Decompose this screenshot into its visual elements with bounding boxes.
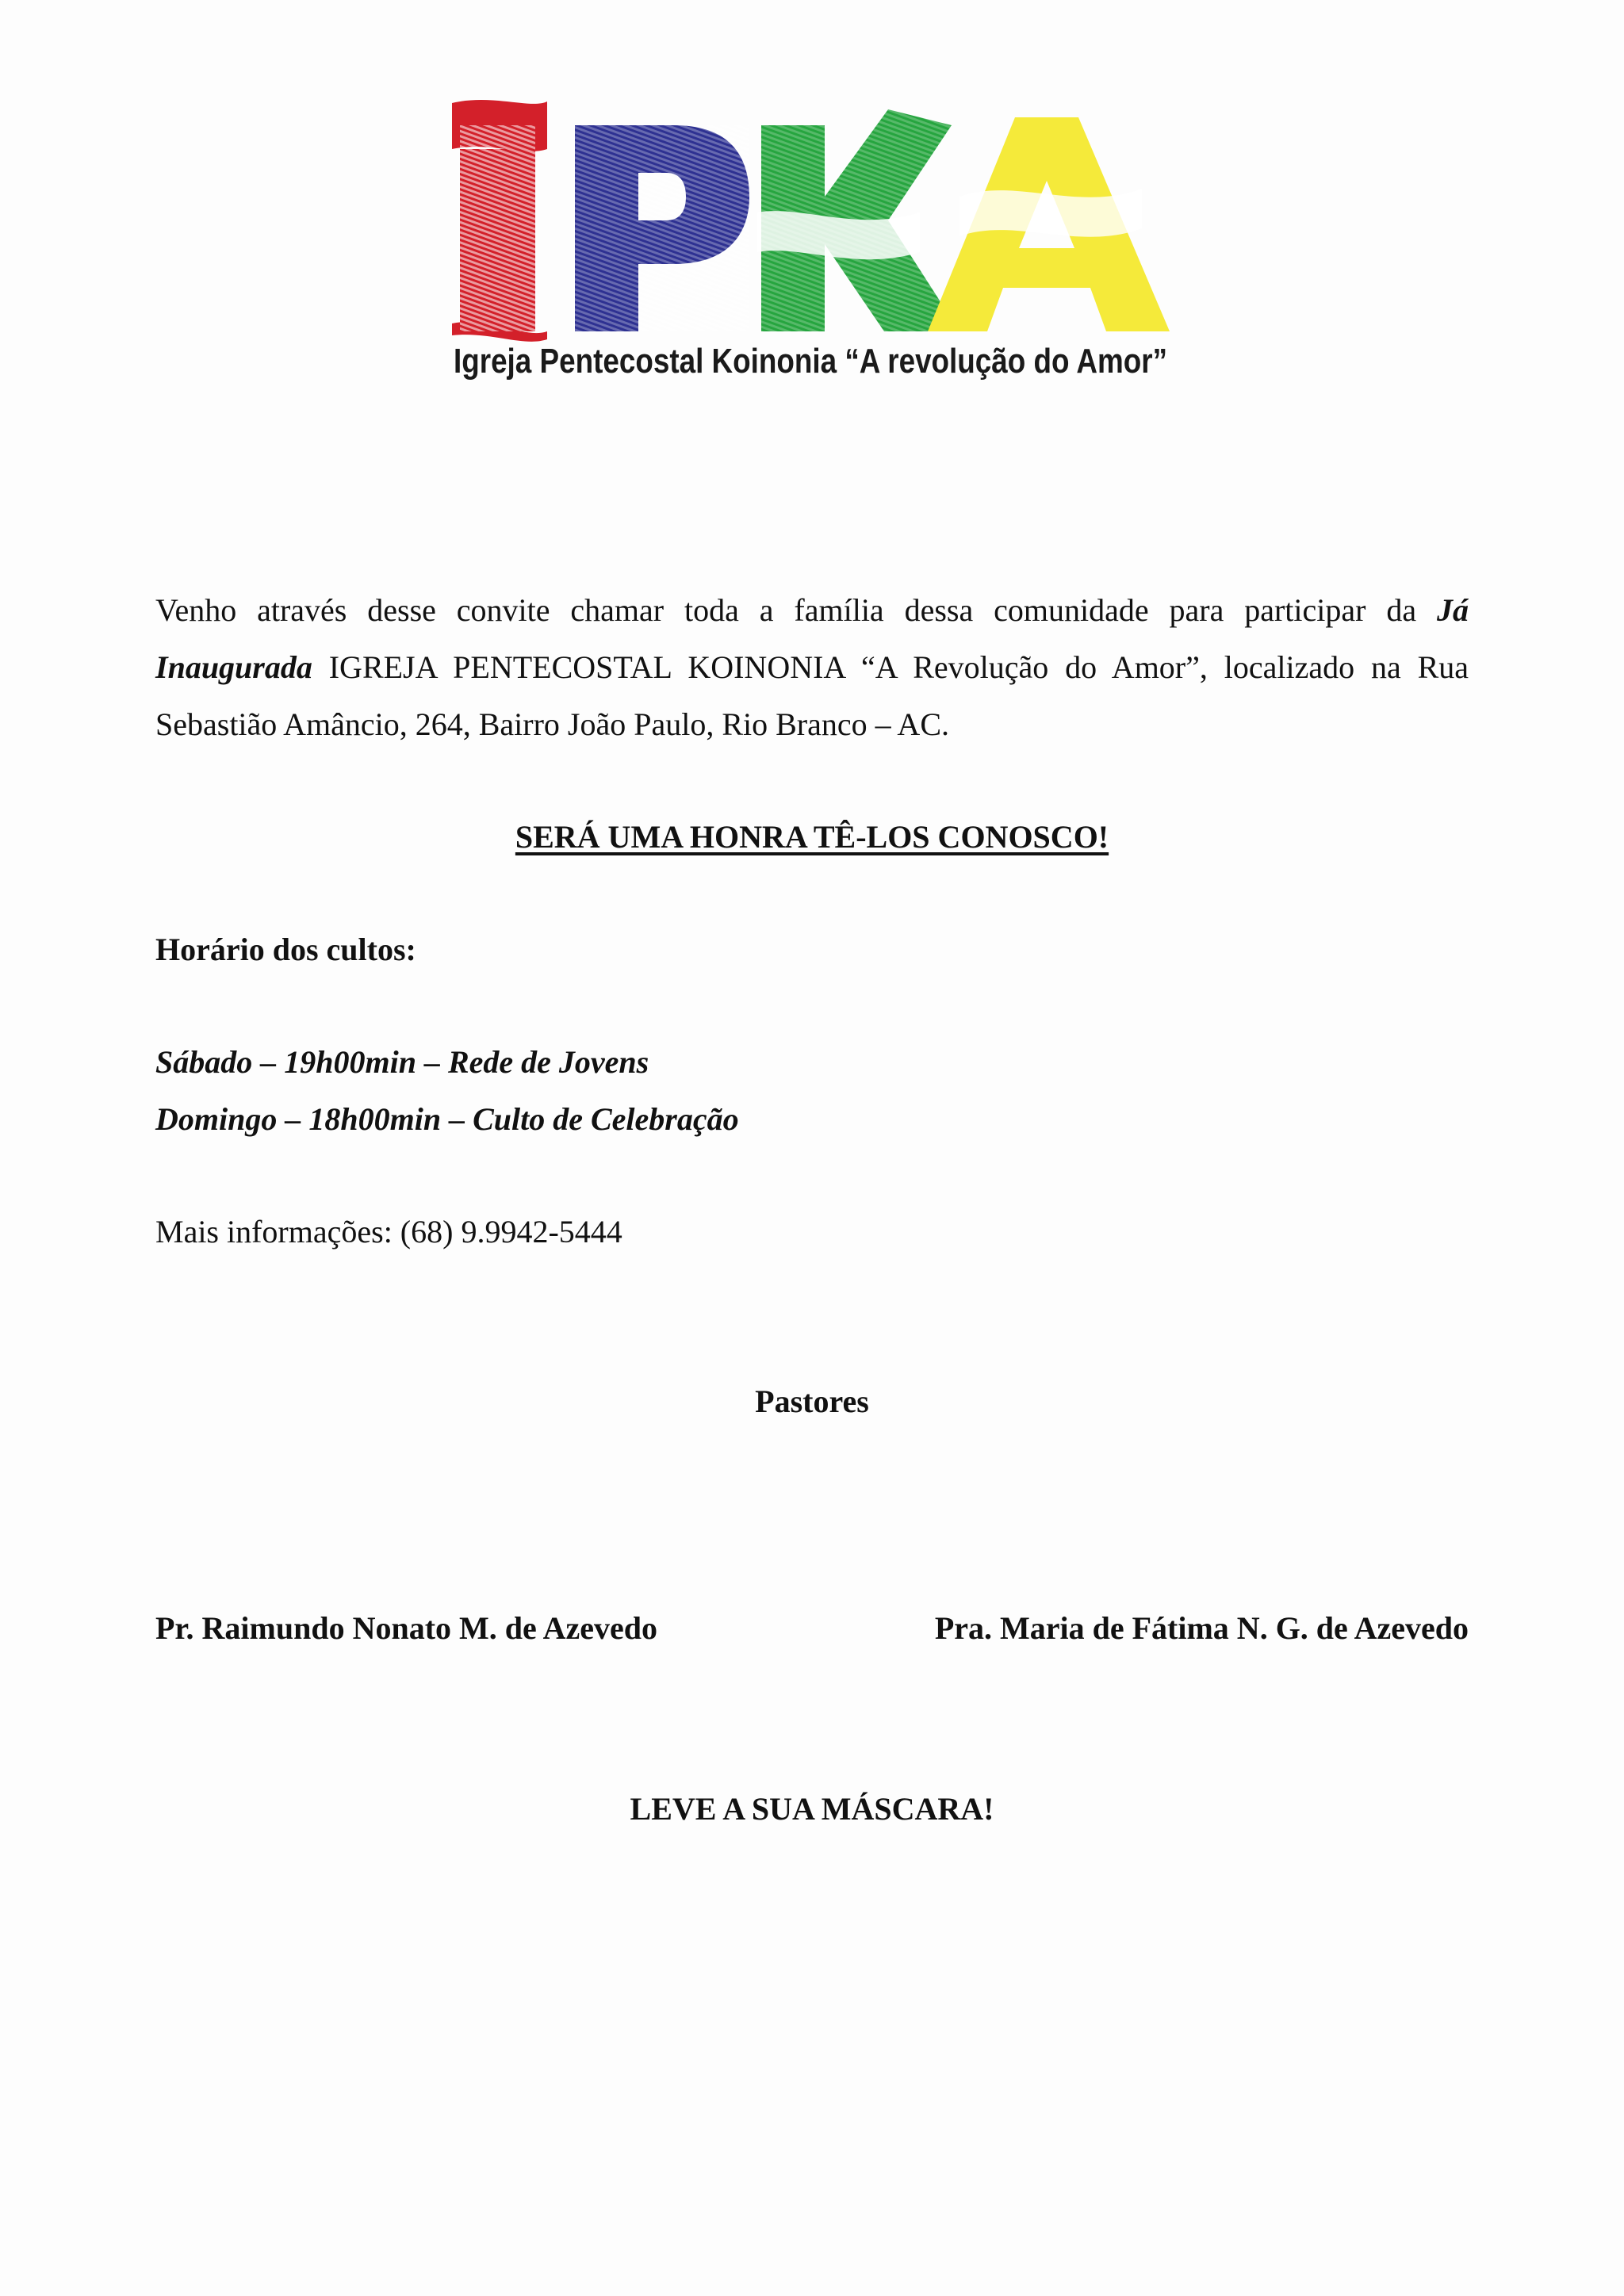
ipka-logo-graphic <box>444 94 1177 387</box>
logo-letter-a <box>928 117 1170 331</box>
schedule-list <box>155 1034 1469 1148</box>
invitation-paragraph <box>155 582 1469 753</box>
contact-info: Mais informações: (68) 9.9942-5444 <box>155 1214 622 1249</box>
invitation-text-part1: Venho através desse convite chamar toda a família dessa comunidade para participar da <box>155 592 1437 628</box>
pastors-heading: Pastores <box>755 1383 869 1419</box>
invitation-text-part2: IGREJA PENTECOSTAL KOINONIA “A Revolução do Amor”, localizado na Rua Sebastião Amâncio, 264, Bairro João Paulo, Rio Branco – AC. <box>155 649 1469 742</box>
logo-caption: Igreja Pentecostal Koinonia “A revolução do Amor” <box>454 342 1167 381</box>
logo-letter-i <box>452 100 547 342</box>
honra-heading: SERÁ UMA HONRA TÊ-LOS CONOSCO! <box>515 819 1109 855</box>
invitation-emphasis: Já Inaugurada <box>155 592 1469 685</box>
schedule-item-sunday: Domingo – 18h00min – Culto de Celebração <box>155 1101 739 1137</box>
schedule-title: Horário dos cultos: <box>155 932 416 967</box>
mask-reminder: LEVE A SUA MÁSCARA! <box>630 1791 994 1827</box>
pastor-left-signature: Pr. Raimundo Nonato M. de Azevedo <box>155 1610 657 1646</box>
pastor-right-signature: Pra. Maria de Fátima N. G. de Azevedo <box>934 1610 1469 1646</box>
logo-letter-k <box>757 109 959 331</box>
schedule-item-saturday: Sábado – 19h00min – Rede de Jovens <box>155 1044 649 1080</box>
church-logo <box>444 94 1177 387</box>
logo-letter-p <box>575 125 749 331</box>
